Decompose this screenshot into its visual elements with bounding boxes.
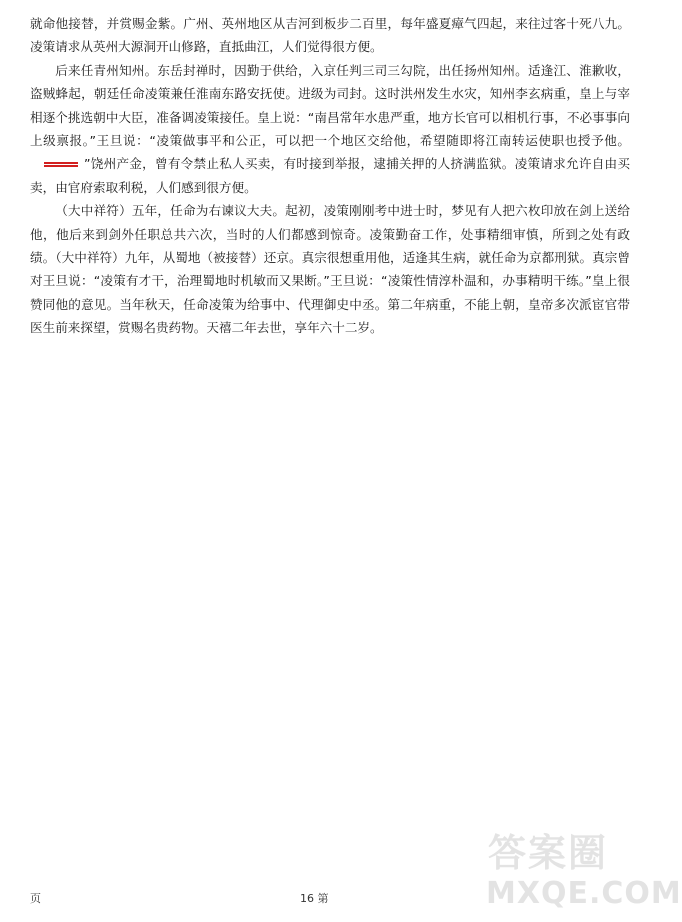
watermark-top-text: 答案圈 xyxy=(488,831,609,875)
paragraph-2 xyxy=(30,59,630,199)
blank-marker xyxy=(44,162,78,167)
watermark-bottom-text: MXQE.COM xyxy=(486,876,682,911)
footer-page-number: 16 第 xyxy=(300,892,329,905)
watermark-logo xyxy=(480,822,682,918)
paragraph-2-continuation: ”饶州产金，曾有令禁止私人买卖，有时接到举报，逮捕关押的人挤满监狱。凌策请求允许自由买卖，由官府索取利税，人们感到很方便。 xyxy=(30,156,630,195)
footer-page-label: 页 xyxy=(30,892,41,905)
paragraph-1: 就命他接替，并赏赐金紫。广州、英州地区从吉河到板步二百里，每年盛夏瘴气四起，来往过客十死八九。凌策请求从英州大源洞开山修路，直抵曲江，人们觉得很方便。 xyxy=(30,16,630,55)
paragraph-2-text: 后来任青州知州。东岳封禅时，因勤于供给，入京任判三司三勾院，出任扬州知州。适逢江、淮歉收，盗贼蜂起，朝廷任命凌策兼任淮南东路安抚使。进级为司封。这时洪州发生水灾，知州李玄病重，皇上与宰相逐个挑选朝中大臣，准备调凌策接任。皇上说：“南昌常年水患严重，地方长官可以相机行事，不必事事向上级禀报。”王旦说：“凌策做事平和公正，可以把一个地区交给他，希望随即将江南转运使职也授予他。 xyxy=(30,62,630,149)
paragraph-3: （大中祥符）五年，任命为右谏议大夫。起初，凌策刚刚考中进士时，梦见有人把六枚印放在剑上送给他，他后来到剑外任职总共六次，当时的人们都感到惊奇。凌策勤奋工作，处事精细审慎，所到之处有政绩。（大中祥符）九年，从蜀地（被接替）还京。真宗很想重用他，适逢其生病，就任命为京都刑狱。真宗曾对王旦说：“凌策有才干，治理蜀地时机敏而又果断。”王旦说：“凌策性情淳朴温和，办事精明干练。”皇上很赞同他的意见。当年秋天，任命凌策为给事中、代理御史中丞。第二年病重，不能上朝，皇帝多次派宦官带医生前来探望，赏赐名贵药物。天禧二年去世，享年六十二岁。 xyxy=(30,203,630,336)
document-body xyxy=(30,12,630,340)
